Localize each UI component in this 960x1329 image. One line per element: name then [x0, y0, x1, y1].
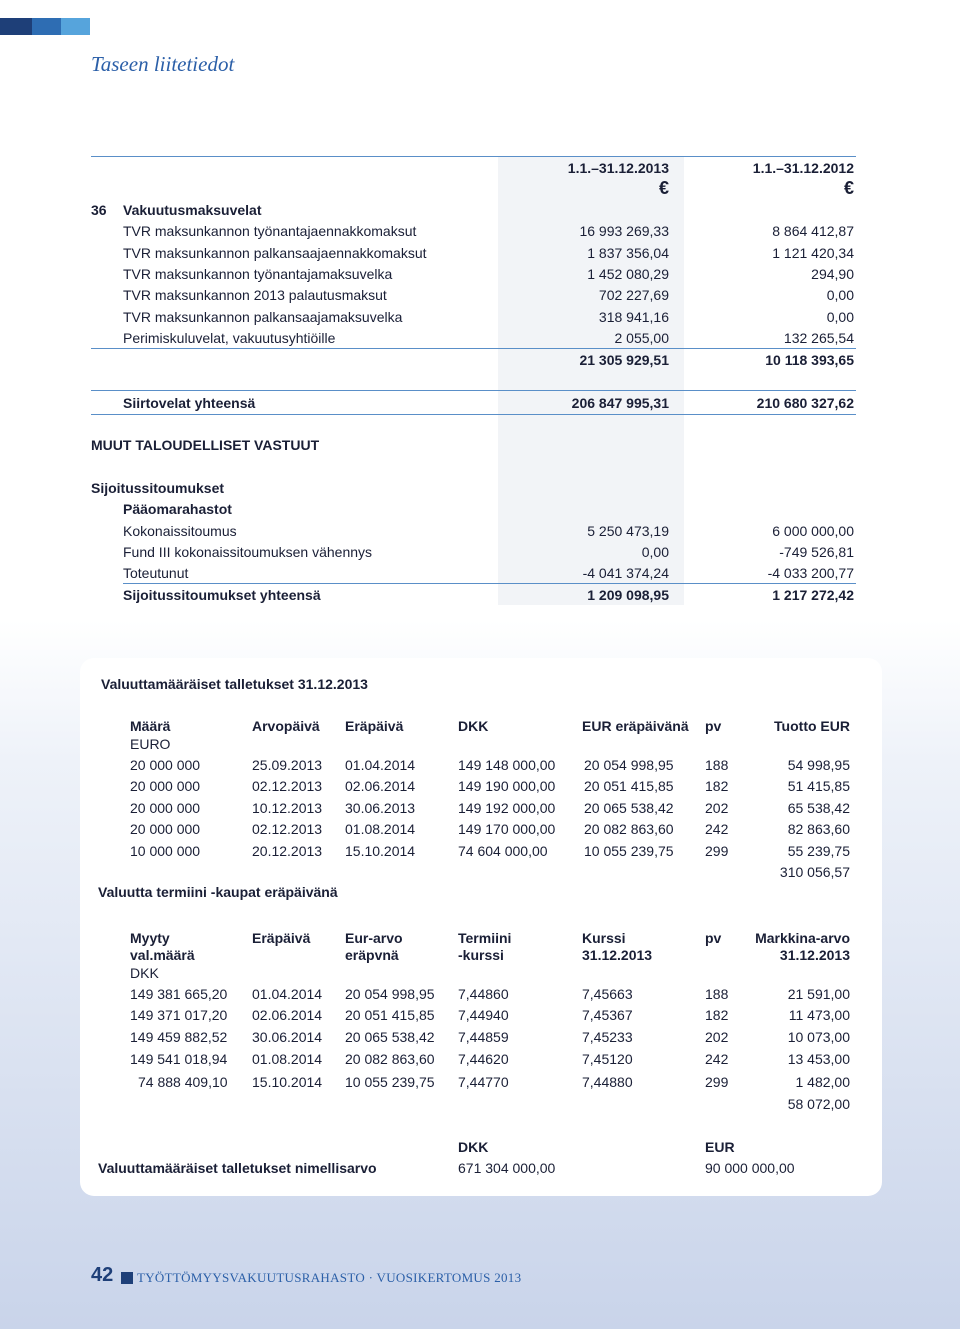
cell-value-date: 25.09.2013: [252, 757, 323, 773]
row-value-2012: 1 121 420,34: [772, 245, 854, 261]
nominal-dkk: 671 304 000,00: [458, 1160, 556, 1176]
cell-eur-value: 20 051 415,85: [345, 1007, 435, 1023]
section-36-total: [91, 350, 856, 371]
sijoitussitoumukset-heading: [91, 478, 856, 499]
row-value-2012: 132 265,54: [783, 330, 854, 346]
cell-days: 202: [705, 800, 729, 816]
forwards-header-l2: eräpvnä: [345, 947, 399, 963]
cell-days: 188: [705, 757, 729, 773]
forwards-header: Kurssi: [582, 930, 626, 946]
cell-market-value: 10 073,00: [787, 1029, 850, 1045]
cell-value-date: 02.12.2013: [252, 821, 323, 837]
cell-rate: 7,45367: [582, 1007, 633, 1023]
cell-eur: 20 054 998,95: [584, 757, 674, 773]
cell-sold-amount: 149 381 665,20: [130, 986, 228, 1002]
siirtovelat-underline: [91, 414, 856, 415]
total-value-2013: 206 847 995,31: [571, 395, 669, 411]
row-value-2012: 0,00: [826, 287, 854, 303]
deposits-header: Tuotto EUR: [774, 718, 850, 734]
cell-market-value: 1 482,00: [795, 1074, 850, 1090]
cell-due-date: 15.10.2014: [252, 1074, 323, 1090]
forwards-header: pv: [705, 930, 722, 946]
muut-heading: [91, 435, 856, 456]
cell-due-date: 01.08.2014: [345, 821, 416, 837]
page-number: 42: [91, 1264, 114, 1286]
row-value-2013: -4 041 374,24: [582, 565, 669, 581]
subtotal-rule: [91, 348, 856, 349]
cell-due-date: 02.06.2014: [252, 1007, 323, 1023]
cell-value-date: 20.12.2013: [252, 843, 323, 859]
row-value-2012: 8 864 412,87: [772, 223, 854, 239]
deposits-header: EUR eräpäivänä: [582, 718, 689, 734]
row-label: Sijoitussitoumukset yhteensä: [123, 587, 321, 603]
cell-sold-amount: 149 371 017,20: [130, 1007, 228, 1023]
row-value-2013: 0,00: [641, 544, 669, 560]
row-label: Toteutunut: [123, 565, 189, 581]
section-number: 36: [91, 202, 107, 218]
cell-dkk: 149 148 000,00: [458, 757, 556, 773]
cell-days: 242: [705, 821, 729, 837]
cell-value-date: 10.12.2013: [252, 800, 323, 816]
cell-amount: 10 000 000: [130, 843, 201, 859]
color-block-light: [61, 18, 90, 35]
table-row: [91, 542, 856, 563]
cell-amount: 20 000 000: [130, 800, 201, 816]
forwards-title: Valuutta termiini -kaupat eräpäivänä: [98, 884, 338, 900]
deposits-header: Määrä: [130, 718, 171, 734]
forwards-header: Eur-arvo: [345, 930, 403, 946]
section-title: Vakuutusmaksuvelat: [123, 202, 262, 218]
cell-rate: 7,45233: [582, 1029, 633, 1045]
row-value-2012: 0,00: [826, 309, 854, 325]
row-label: TVR maksunkannon 2013 palautusmaksut: [123, 287, 387, 303]
cell-forward-rate: 7,44770: [458, 1074, 509, 1090]
row-value-2012: 6 000 000,00: [772, 523, 854, 539]
euro-symbol-2013: €: [658, 178, 669, 198]
cell-yield: 65 538,42: [787, 800, 850, 816]
forwards-header: Termiini: [458, 930, 512, 946]
cell-dkk: 149 190 000,00: [458, 778, 556, 794]
row-value-2013: 2 055,00: [614, 330, 669, 346]
forwards-header-l2: 31.12.2013: [582, 947, 653, 963]
section-title: MUUT TALOUDELLISET VASTUUT: [91, 437, 320, 453]
cell-rate: 7,44880: [582, 1074, 633, 1090]
row-label: TVR maksunkannon työnantajamaksuvelka: [123, 266, 393, 282]
row-label: Siirtovelat yhteensä: [123, 395, 256, 411]
row-value-2013: 1 452 080,29: [587, 266, 669, 282]
cell-eur-value: 20 082 863,60: [345, 1051, 435, 1067]
table-row: [91, 521, 856, 542]
cell-yield: 55 239,75: [787, 843, 850, 859]
cell-market-value: 13 453,00: [787, 1051, 850, 1067]
cell-eur-value: 10 055 239,75: [345, 1074, 435, 1090]
nominal-eur: 90 000 000,00: [705, 1160, 795, 1176]
sijoitussitoumukset-total: [91, 585, 856, 606]
cell-days: 202: [705, 1029, 729, 1045]
row-label: Fund III kokonaissitoumuksen vähennys: [123, 544, 373, 560]
cell-days: 299: [705, 843, 729, 859]
row-value-2012: -749 526,81: [779, 544, 854, 560]
cell-value-date: 02.12.2013: [252, 778, 323, 794]
nominal-header-eur: EUR: [705, 1139, 735, 1155]
total-value-2012: 210 680 327,62: [756, 395, 854, 411]
deposits-title: Valuuttamääräiset talletukset 31.12.2013: [101, 676, 368, 692]
cell-yield: 82 863,60: [787, 821, 850, 837]
cell-due-date: 01.04.2014: [345, 757, 416, 773]
row-value-2013: 702 227,69: [598, 287, 669, 303]
forwards-header-l2: val.määrä: [130, 947, 195, 963]
forwards-header-l2: -kurssi: [458, 947, 504, 963]
row-value-2013: 1 837 356,04: [587, 245, 669, 261]
row-value-2012: 294,90: [811, 266, 854, 282]
page-title: Taseen liitetiedot: [91, 52, 235, 76]
total-value-2012: 10 118 393,65: [765, 352, 854, 368]
cell-yield: 51 415,85: [787, 778, 850, 794]
col-head-2013: 1.1.–31.12.2013: [567, 160, 669, 176]
forwards-header: Eräpäivä: [252, 930, 311, 946]
sub-sub-heading: Pääomarahastot: [123, 501, 232, 517]
deposits-header: DKK: [458, 718, 489, 734]
cell-eur: 20 065 538,42: [584, 800, 674, 816]
cell-eur-value: 20 065 538,42: [345, 1029, 435, 1045]
table-row: [91, 285, 856, 306]
forwards-header-l3: DKK: [130, 965, 159, 981]
row-label: TVR maksunkannon palkansaajamaksuvelka: [123, 309, 403, 325]
cell-eur: 20 051 415,85: [584, 778, 674, 794]
forwards-header: Markkina-arvo: [755, 930, 850, 946]
currency-panel: [80, 658, 882, 1196]
cell-market-value: 11 473,00: [788, 1007, 850, 1023]
row-value-2013: 5 250 473,19: [587, 523, 669, 539]
cell-due-date: 30.06.2013: [345, 800, 416, 816]
row-value-2013: 318 941,16: [598, 309, 669, 325]
cell-due-date: 02.06.2014: [345, 778, 416, 794]
nominal-header-dkk: DKK: [458, 1139, 489, 1155]
cell-rate: 7,45663: [582, 986, 633, 1002]
table-row: [91, 563, 856, 584]
cell-sold-amount: 149 459 882,52: [130, 1029, 228, 1045]
cell-eur-value: 20 054 998,95: [345, 986, 435, 1002]
cell-dkk: 149 170 000,00: [458, 821, 556, 837]
row-label: Perimiskuluvelat, vakuutusyhtiöille: [123, 330, 336, 346]
cell-eur: 20 082 863,60: [584, 821, 674, 837]
cell-forward-rate: 7,44860: [458, 986, 509, 1002]
deposits-header: Eräpäivä: [345, 718, 404, 734]
cell-forward-rate: 7,44620: [458, 1051, 509, 1067]
top-rule: [91, 156, 856, 157]
forwards-header: Myyty: [130, 930, 170, 946]
forwards-header-l2: 31.12.2013: [779, 947, 850, 963]
deposits-header: Arvopäivä: [252, 718, 320, 734]
row-value-2013: 16 993 269,33: [579, 223, 669, 239]
cell-days: 182: [705, 1007, 729, 1023]
deposits-total: 310 056,57: [779, 864, 850, 880]
cell-dkk: 74 604 000,00: [458, 843, 548, 859]
cell-sold-amount: 74 888 409,10: [138, 1074, 228, 1090]
cell-sold-amount: 149 541 018,94: [130, 1051, 228, 1067]
row-label: TVR maksunkannon palkansaajaennakkomaksut: [123, 245, 427, 261]
total-value-2013: 21 305 929,51: [579, 352, 669, 368]
cell-days: 188: [705, 986, 729, 1002]
euro-symbol-2012: €: [843, 178, 854, 198]
section-rule: [91, 390, 856, 391]
table-row: [91, 264, 856, 285]
cell-yield: 54 998,95: [787, 757, 850, 773]
cell-due-date: 30.06.2014: [252, 1029, 323, 1045]
cell-amount: 20 000 000: [130, 778, 201, 794]
cell-days: 299: [705, 1074, 729, 1090]
section-36-heading: [91, 200, 856, 221]
cell-amount: 20 000 000: [130, 821, 201, 837]
forwards-total: 58 072,00: [787, 1096, 850, 1112]
paaomarahastot-heading: [91, 499, 856, 520]
total-value-2012: 1 217 272,42: [772, 587, 854, 603]
deposits-header: pv: [705, 718, 722, 734]
table-row: [91, 221, 856, 242]
cell-due-date: 01.04.2014: [252, 986, 323, 1002]
col-head-2012: 1.1.–31.12.2012: [752, 160, 854, 176]
cell-market-value: 21 591,00: [787, 986, 850, 1002]
color-block-mid: [32, 18, 61, 35]
nominal-label: Valuuttamääräiset talletukset nimellisarvo: [98, 1160, 377, 1176]
row-label: Kokonaissitoumus: [123, 523, 237, 539]
table-row: [91, 328, 856, 349]
siirtovelat-total: [91, 393, 856, 414]
table-row: [91, 307, 856, 328]
table-row: [91, 243, 856, 264]
cell-amount: 20 000 000: [130, 757, 201, 773]
cell-rate: 7,45120: [582, 1051, 633, 1067]
cell-days: 242: [705, 1051, 729, 1067]
row-value-2012: -4 033 200,77: [767, 565, 854, 581]
footer-text: TYÖTTÖMYYSVAKUUTUSRAHASTO · VUOSIKERTOMUS 2013: [137, 1270, 522, 1285]
cell-days: 182: [705, 778, 729, 794]
row-label: TVR maksunkannon työnantajaennakkomaksut: [123, 223, 417, 239]
square-bullet-icon: [121, 1272, 133, 1284]
cell-forward-rate: 7,44940: [458, 1007, 509, 1023]
color-block-dark: [0, 18, 32, 35]
cell-eur: 10 055 239,75: [584, 843, 674, 859]
cell-due-date: 01.08.2014: [252, 1051, 323, 1067]
cell-forward-rate: 7,44859: [458, 1029, 509, 1045]
sub-heading: Sijoitussitoumukset: [91, 480, 225, 496]
total-value-2013: 1 209 098,95: [587, 587, 669, 603]
cell-due-date: 15.10.2014: [345, 843, 416, 859]
deposits-header-sub: EURO: [130, 736, 171, 752]
cell-dkk: 149 192 000,00: [458, 800, 556, 816]
muut-rule: [123, 583, 856, 584]
